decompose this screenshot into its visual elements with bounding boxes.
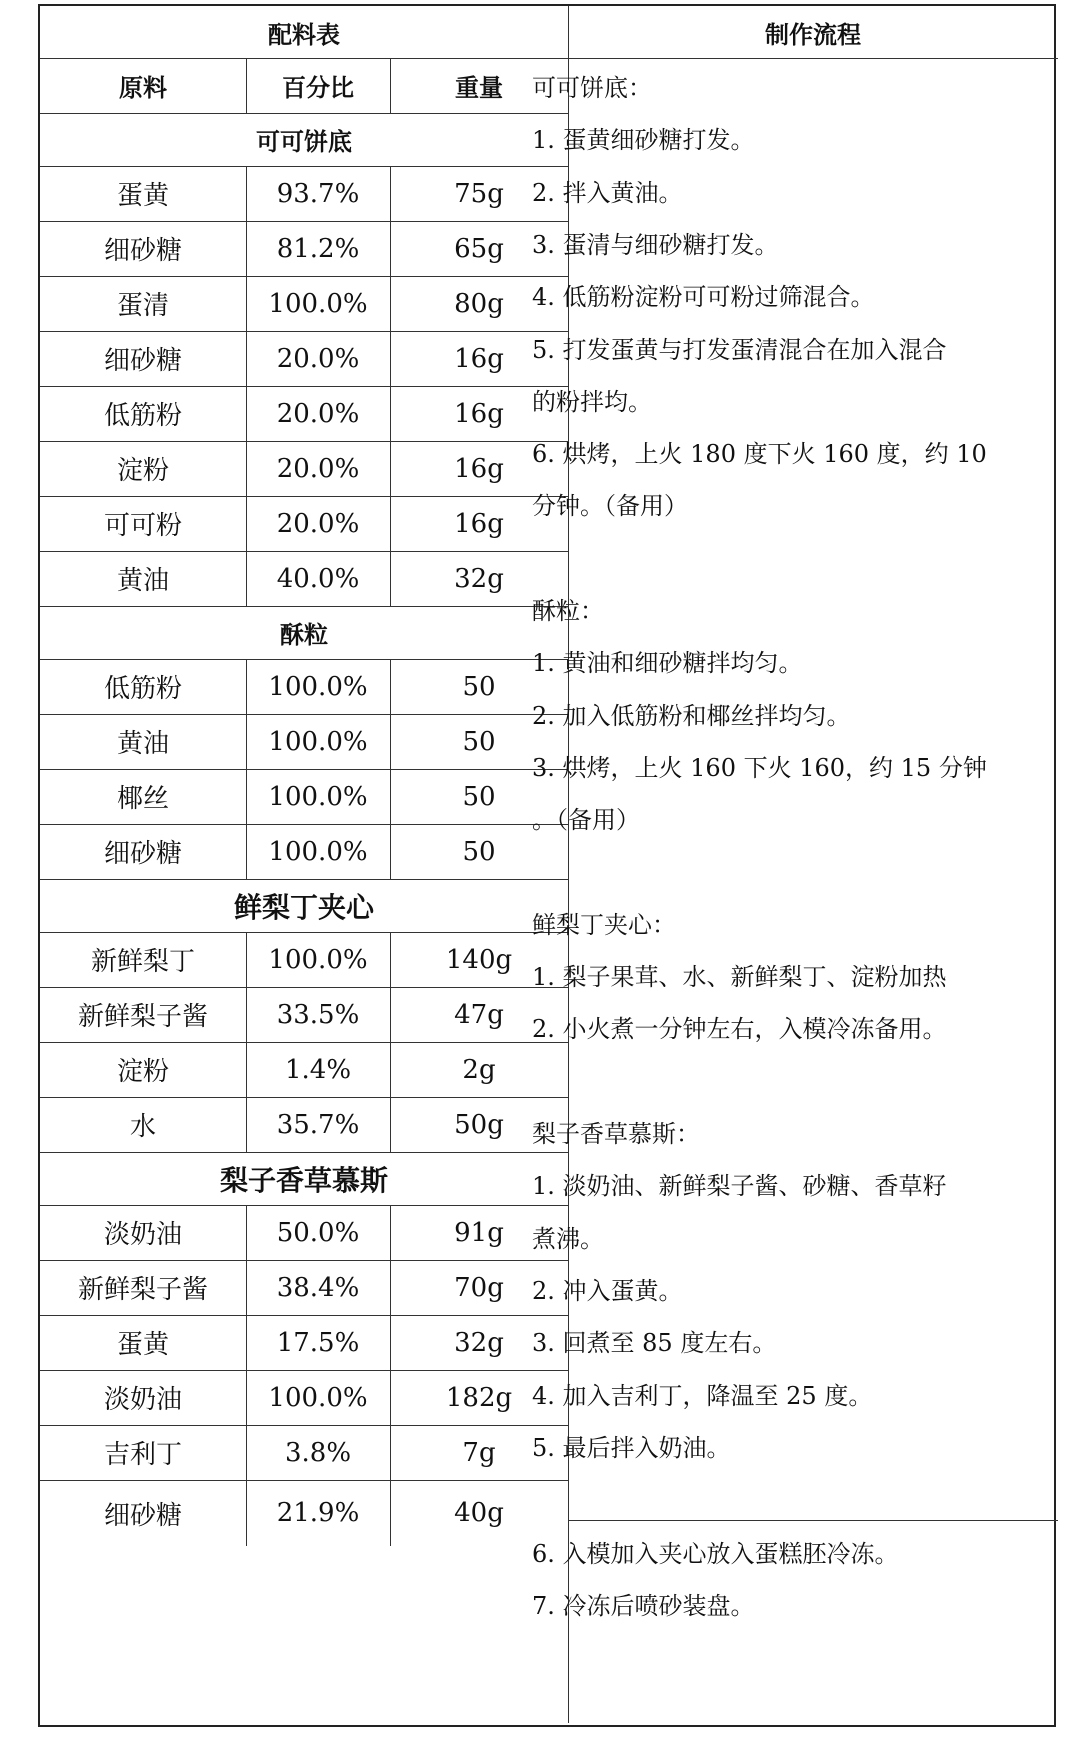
ingredient-percent: 93.7% — [276, 178, 360, 209]
process-line: 6. 烘烤，上火 180 度下火 160 度，约 10 — [532, 440, 987, 469]
column-divider — [246, 166, 247, 606]
ingredient-name: 细砂糖 — [103, 839, 182, 869]
process-line: 3. 回煮至 85 度左右。 — [532, 1329, 777, 1358]
left-header: 配料表 — [268, 20, 340, 49]
column-divider — [246, 932, 247, 1152]
ingredient-name: 黄油 — [116, 566, 169, 596]
process-line: 1. 淡奶油、新鲜梨子酱、砂糖、香草籽 — [532, 1172, 947, 1201]
column-divider — [390, 932, 391, 1152]
section-header: 可可饼底 — [256, 128, 352, 156]
process-steps — [532, 56, 1018, 1717]
ingredient-weight: 65g — [454, 233, 504, 264]
ingredient-name: 淡奶油 — [103, 1220, 182, 1250]
process-line: 鲜梨丁夹心： — [532, 910, 676, 939]
ingredient-weight: 16g — [454, 453, 504, 484]
ingredient-weight: 91g — [454, 1217, 504, 1248]
ingredient-percent: 100.0% — [268, 671, 368, 702]
process-line: 5. 最后拌入奶油。 — [532, 1433, 731, 1462]
ingredient-name: 水 — [129, 1112, 156, 1142]
ingredient-name: 细砂糖 — [103, 236, 182, 266]
column-divider — [390, 166, 391, 606]
ingredient-percent: 33.5% — [276, 999, 360, 1030]
ingredient-percent: 3.8% — [284, 1437, 352, 1468]
ingredient-percent: 38.4% — [276, 1272, 360, 1303]
process-line: 4. 加入吉利丁，降温至 25 度。 — [532, 1381, 873, 1410]
column-divider — [246, 1205, 247, 1546]
ingredient-percent: 20.0% — [276, 343, 360, 374]
ingredient-percent: 17.5% — [276, 1327, 360, 1358]
ingredient-percent: 100.0% — [268, 836, 368, 867]
ingredient-name: 椰丝 — [116, 784, 169, 814]
ingredient-percent: 100.0% — [268, 781, 368, 812]
ingredient-weight: 50 — [462, 836, 496, 867]
ingredient-percent: 100.0% — [268, 944, 368, 975]
ingredient-weight: 2g — [462, 1054, 496, 1085]
ingredient-weight: 40g — [454, 1498, 504, 1528]
ingredient-name: 新鲜梨子酱 — [77, 1275, 208, 1305]
right-header: 制作流程 — [765, 20, 861, 49]
ingredient-name: 可可粉 — [103, 511, 182, 541]
process-line: 可可饼底： — [532, 74, 652, 102]
ingredient-percent: 35.7% — [276, 1109, 360, 1140]
ingredient-percent: 21.9% — [276, 1498, 360, 1528]
column-divider — [246, 659, 247, 879]
process-line: 的粉拌均。 — [532, 387, 652, 416]
ingredient-name: 新鲜梨子酱 — [77, 1002, 208, 1032]
ingredient-percent: 100.0% — [268, 288, 368, 319]
process-line: 4. 低筋粉淀粉可可粉过筛混合。 — [532, 283, 875, 312]
process-line: 5. 打发蛋黄与打发蛋清混合在加入混合 — [532, 335, 947, 364]
ingredient-percent: 20.0% — [276, 398, 360, 429]
column-divider — [390, 659, 391, 879]
process-line: 1. 黄油和细砂糖拌均匀。 — [532, 649, 803, 678]
process-line: 3. 烘烤，上火 160 下火 160，约 15 分钟 — [532, 753, 987, 782]
process-line: 6. 入模加入夹心放入蛋糕胚冷冻。 — [532, 1540, 899, 1568]
ingredient-weight: 16g — [454, 343, 504, 374]
ingredient-name: 蛋清 — [116, 291, 169, 321]
ingredient-name: 细砂糖 — [103, 346, 182, 376]
ingredient-percent: 50.0% — [276, 1217, 360, 1248]
ingredient-name: 淡奶油 — [103, 1385, 182, 1415]
process-line: 酥粒： — [532, 597, 604, 625]
ingredient-weight: 47g — [454, 999, 504, 1030]
ingredient-name: 黄油 — [116, 729, 169, 759]
section-header: 酥粒 — [280, 621, 328, 649]
ingredient-name: 低筋粉 — [103, 674, 182, 704]
ingredient-name: 吉利丁 — [103, 1440, 182, 1470]
ingredient-name: 蛋黄 — [116, 181, 169, 211]
process-line: 分钟。（备用） — [532, 492, 688, 521]
ingredient-weight: 50g — [454, 1109, 504, 1140]
ingredient-name: 淀粉 — [116, 456, 169, 486]
process-line: 7. 冷冻后喷砂装盘。 — [532, 1592, 755, 1620]
column-header-item: 原料 — [119, 74, 167, 102]
ingredient-percent: 1.4% — [284, 1054, 352, 1085]
ingredient-percent: 40.0% — [276, 563, 360, 594]
process-line: 2. 拌入黄油。 — [532, 178, 683, 207]
ingredient-weight: 140g — [445, 944, 513, 975]
process-line: 2. 加入低筋粉和椰丝拌均匀。 — [532, 701, 851, 730]
section-header: 梨子香草慕斯 — [219, 1163, 388, 1197]
ingredient-name: 淀粉 — [116, 1057, 169, 1087]
ingredient-weight: 50 — [462, 726, 496, 757]
ingredient-weight: 70g — [454, 1272, 504, 1303]
process-line: 2. 小火煮一分钟左右，入模冷冻备用。 — [532, 1015, 947, 1044]
process-line: 2. 冲入蛋黄。 — [532, 1276, 683, 1305]
ingredient-name: 蛋黄 — [116, 1330, 169, 1360]
ingredient-name: 细砂糖 — [103, 1500, 182, 1531]
ingredient-weight: 32g — [454, 563, 504, 594]
column-divider — [390, 1205, 391, 1546]
ingredient-weight: 80g — [454, 288, 504, 319]
column-divider — [390, 58, 391, 113]
ingredient-weight: 50 — [462, 781, 496, 812]
process-line: 梨子香草慕斯： — [532, 1120, 700, 1148]
ingredient-weight: 7g — [462, 1437, 496, 1468]
ingredient-percent: 20.0% — [276, 453, 360, 484]
process-line: 1. 梨子果茸、水、新鲜梨丁、淀粉加热 — [532, 963, 947, 992]
ingredient-weight: 50 — [462, 671, 496, 702]
ingredient-percent: 100.0% — [268, 1382, 368, 1413]
ingredient-percent: 100.0% — [268, 726, 368, 757]
process-line: 3. 蛋清与细砂糖打发。 — [532, 230, 779, 259]
process-line: 1. 蛋黄细砂糖打发。 — [532, 126, 755, 155]
column-header-weight: 重量 — [455, 74, 503, 102]
ingredient-weight: 16g — [454, 398, 504, 429]
section-header: 鲜梨丁夹心 — [233, 890, 374, 924]
ingredient-name: 新鲜梨丁 — [90, 947, 195, 977]
ingredient-weight: 16g — [454, 508, 504, 539]
process-line: 。（备用） — [532, 806, 640, 835]
column-divider — [246, 58, 247, 113]
ingredient-weight: 75g — [454, 178, 504, 209]
ingredient-weight: 182g — [445, 1382, 513, 1413]
ingredient-name: 低筋粉 — [103, 401, 182, 431]
ingredient-percent: 81.2% — [276, 233, 360, 264]
ingredient-percent: 20.0% — [276, 508, 360, 539]
ingredient-weight: 32g — [454, 1327, 504, 1358]
process-line: 煮沸。 — [532, 1224, 604, 1253]
column-header-pct: 百分比 — [282, 74, 354, 102]
